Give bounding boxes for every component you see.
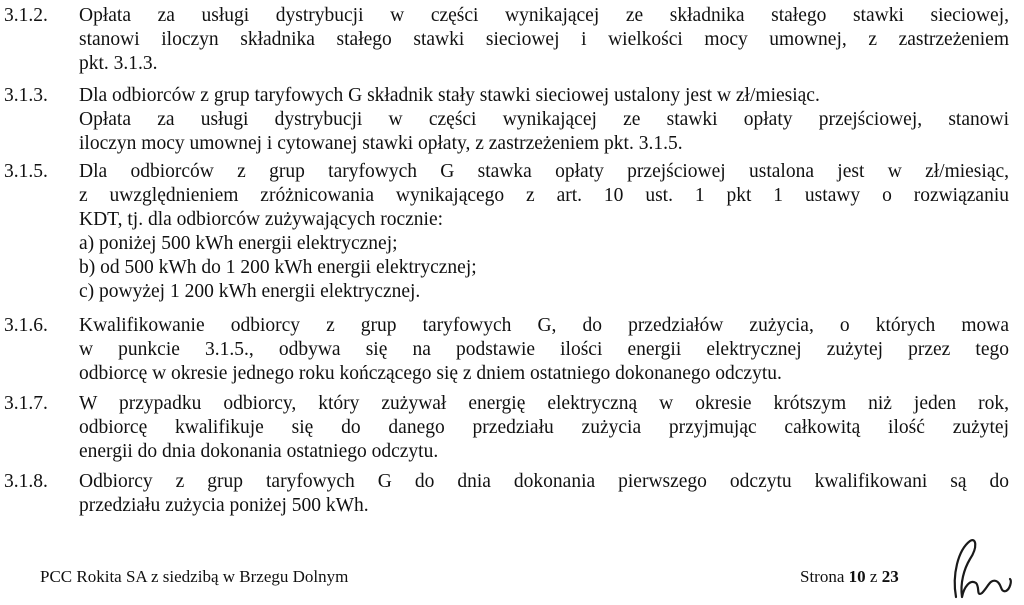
text-line: w punkcie 3.1.5., odbywa się na podstawie ilości energii elektrycznej zużytej przez tego — [79, 339, 1009, 360]
text-line: pkt. 3.1.3. — [79, 53, 158, 74]
section-text — [79, 314, 1009, 386]
section-text — [79, 84, 1009, 156]
page-label: Strona — [800, 567, 845, 586]
text-line: Opłata za usługi dystrybucji w części wynikającej ze składnika stałego stawki sieciowej, — [79, 5, 1009, 26]
text-line: odbiorcę kwalifikuje się do danego przedziału zużycia przyjmując całkowitą ilość zużytej — [79, 417, 1009, 438]
text-line: odbiorcę w okresie jednego roku kończącego się z dniem ostatniego dokonanego odczytu. — [79, 363, 782, 384]
text-line: Dla odbiorców z grup taryfowych G stawka opłaty przejściowej ustalona jest w zł/miesiąc, — [79, 161, 1009, 182]
text-line: iloczyn mocy umownej i cytowanej stawki opłaty, z zastrzeżeniem pkt. 3.1.5. — [79, 133, 683, 154]
text-line: KDT, tj. dla odbiorców zużywających rocznie: — [79, 209, 444, 230]
page-of: z — [869, 567, 878, 586]
list-item-b: b) od 500 kWh do 1 200 kWh energii elektrycznej; — [79, 257, 477, 278]
text-line: Opłata za usługi dystrybucji w części wynikającej ze stawki opłaty przejściowej, stanowi — [79, 109, 1009, 130]
section-text — [79, 470, 1009, 518]
section-text — [79, 4, 1009, 76]
list-item-a: a) poniżej 500 kWh energii elektrycznej; — [79, 233, 398, 254]
text-line: przedziału zużycia poniżej 500 kWh. — [79, 495, 369, 516]
section-number: 3.1.6. — [4, 315, 48, 336]
text-line: Kwalifikowanie odbiorcy z grup taryfowych G, do przedziałów zużycia, o których mowa — [79, 315, 1009, 336]
text-line: stanowi iloczyn składnika stałego stawki sieciowej i wielkości mocy umownej, z zastrzeżeniem — [79, 29, 1009, 50]
text-line: W przypadku odbiorcy, który zużywał energię elektryczną w okresie krótszym niż jeden rok, — [79, 393, 1009, 414]
section-number: 3.1.8. — [4, 471, 48, 492]
text-line: z uwzględnieniem zróżnicowania wynikającego z art. 10 ust. 1 pkt 1 ustawy o rozwiązaniu — [79, 185, 1009, 206]
text-line: energii do dnia dokonania ostatniego odczytu. — [79, 441, 439, 462]
text-line: Dla odbiorców z grup taryfowych G składnik stały stawki sieciowej ustalony jest w zł/miesiąc. — [79, 85, 820, 106]
section-number: 3.1.5. — [4, 161, 48, 182]
section-number: 3.1.7. — [4, 393, 48, 414]
section-number: 3.1.2. — [4, 5, 48, 26]
section-number: 3.1.3. — [4, 85, 48, 106]
footer-company: PCC Rokita SA z siedzibą w Brzegu Dolnym — [40, 567, 349, 586]
footer-page-number — [800, 567, 899, 587]
handwritten-signature — [940, 535, 1020, 603]
section-text — [79, 160, 1009, 304]
text-line: Odbiorcy z grup taryfowych G do dnia dokonania pierwszego odczytu kwalifikowani są do — [79, 471, 1009, 492]
list-item-c: c) powyżej 1 200 kWh energii elektrycznej. — [79, 281, 421, 302]
page-current: 10 — [848, 567, 866, 586]
section-text — [79, 392, 1009, 464]
page-total: 23 — [881, 567, 899, 586]
